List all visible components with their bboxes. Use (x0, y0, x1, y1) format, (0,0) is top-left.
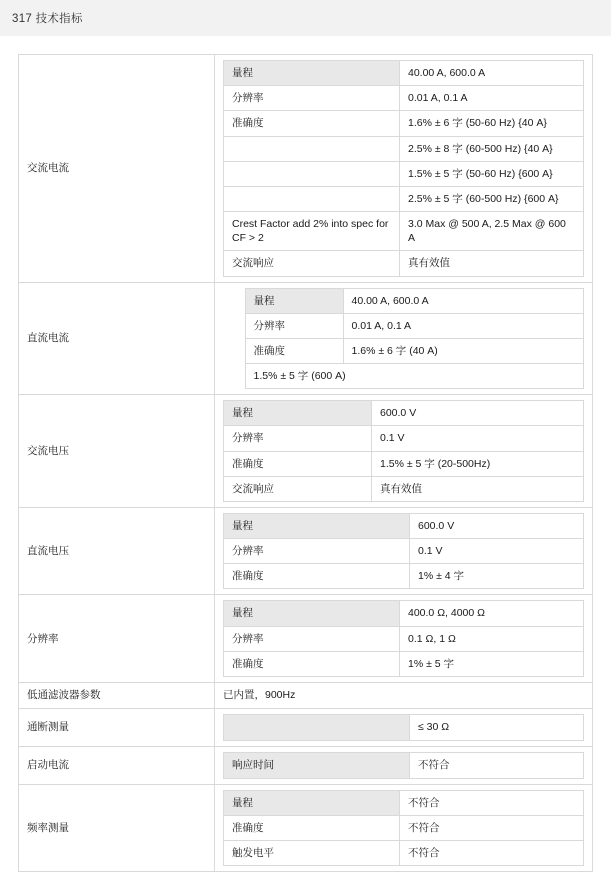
row-label: 量程 (224, 401, 372, 426)
row-value: 40.00 A, 600.0 A (343, 288, 584, 313)
spacer-cell (223, 313, 245, 338)
section-detail-cell (215, 507, 593, 595)
table-row (224, 426, 584, 451)
row-value: 1.5% ± 5 字 (50-60 Hz) {600 A} (400, 161, 584, 186)
table-row (223, 313, 584, 338)
row-value: 0.1 Ω, 1 Ω (400, 626, 584, 651)
row-value: 2.5% ± 8 字 (60-500 Hz) {40 A} (400, 136, 584, 161)
spacer-cell (223, 288, 245, 313)
row-label (224, 136, 400, 161)
table-row (224, 161, 584, 186)
row-label: 准确度 (224, 451, 372, 476)
table-row (224, 626, 584, 651)
inner-table (223, 400, 584, 502)
row-label: 分辨率 (245, 313, 343, 338)
table-row (224, 539, 584, 564)
row-label: 分辨率 (224, 426, 372, 451)
inner-table (223, 513, 584, 590)
category-label: 交流电流 (19, 55, 215, 283)
inner-table (223, 790, 584, 867)
table-row (224, 564, 584, 589)
table-row (224, 476, 584, 501)
row-value: 不符合 (400, 841, 584, 866)
row-label: 准确度 (224, 651, 400, 676)
table-row (224, 136, 584, 161)
table-row (224, 752, 584, 778)
row-value: 不符合 (400, 816, 584, 841)
inner-table (223, 600, 584, 677)
table-row (19, 55, 593, 283)
row-value: 真有效值 (372, 476, 584, 501)
inner-table (223, 752, 584, 779)
table-row (223, 288, 584, 313)
row-value: 0.1 V (372, 426, 584, 451)
category-label: 交流电压 (19, 395, 215, 508)
row-label: 分辨率 (224, 626, 400, 651)
row-label (224, 186, 400, 211)
table-row (19, 282, 593, 395)
table-row (224, 714, 584, 740)
spec-table (18, 54, 593, 872)
spacer-cell (223, 338, 245, 363)
row-label (224, 161, 400, 186)
row-value: 1% ± 5 字 (400, 651, 584, 676)
category-label: 低通滤波器参数 (19, 682, 215, 708)
row-label: 量程 (224, 513, 410, 538)
row-value: 0.1 V (410, 539, 584, 564)
table-row (19, 746, 593, 784)
table-row (224, 401, 584, 426)
table-row (224, 186, 584, 211)
table-row (224, 601, 584, 626)
row-label: 交流响应 (224, 251, 400, 276)
table-row (223, 338, 584, 363)
row-value: 不符合 (400, 790, 584, 815)
row-value: 2.5% ± 5 字 (60-500 Hz) {600 A} (400, 186, 584, 211)
row-label: 准确度 (245, 338, 343, 363)
table-row (224, 86, 584, 111)
table-row (224, 111, 584, 136)
row-value: 3.0 Max @ 500 A, 2.5 Max @ 600 A (400, 212, 584, 251)
table-row (224, 513, 584, 538)
table-row (224, 790, 584, 815)
row-label: Crest Factor add 2% into spec for CF > 2 (224, 212, 400, 251)
row-value: 600.0 V (372, 401, 584, 426)
inner-table (223, 288, 584, 390)
table-row (223, 364, 584, 389)
row-value: 400.0 Ω, 4000 Ω (400, 601, 584, 626)
row-label: 分辨率 (224, 86, 400, 111)
page-title: 317 技术指标 (12, 13, 83, 25)
row-value: 40.00 A, 600.0 A (400, 61, 584, 86)
row-label: 准确度 (224, 111, 400, 136)
category-label: 分辨率 (19, 595, 215, 683)
section-detail-cell (215, 282, 593, 395)
table-row (19, 682, 593, 708)
table-row (224, 451, 584, 476)
table-row (224, 816, 584, 841)
row-label: 量程 (224, 790, 400, 815)
table-row (224, 841, 584, 866)
row-value: 1.6% ± 6 字 (40 A) (343, 338, 584, 363)
row-value: ≤ 30 Ω (410, 714, 584, 740)
row-label: 准确度 (224, 564, 410, 589)
row-value: 1% ± 4 字 (410, 564, 584, 589)
inner-table (223, 60, 584, 277)
row-value: 1.6% ± 6 字 (50-60 Hz) {40 A} (400, 111, 584, 136)
section-detail-cell (215, 708, 593, 746)
category-label: 直流电压 (19, 507, 215, 595)
section-detail-cell (215, 55, 593, 283)
row-label: 准确度 (224, 816, 400, 841)
document-header (0, 0, 611, 36)
category-label: 直流电流 (19, 282, 215, 395)
row-label: 量程 (224, 61, 400, 86)
table-row (19, 708, 593, 746)
table-row (19, 507, 593, 595)
table-row (224, 651, 584, 676)
section-detail-cell (215, 595, 593, 683)
table-row (224, 61, 584, 86)
row-label: 分辨率 (224, 539, 410, 564)
row-value: 不符合 (410, 752, 584, 778)
row-value: 已内置，900Hz (215, 682, 593, 708)
row-value: 600.0 V (410, 513, 584, 538)
spacer-cell (223, 364, 245, 389)
row-label: 触发电平 (224, 841, 400, 866)
category-label: 频率测量 (19, 784, 215, 872)
spec-table-container (0, 36, 611, 872)
section-detail-cell (215, 395, 593, 508)
row-value: 0.01 A, 0.1 A (400, 86, 584, 111)
row-value: 1.5% ± 5 字 (20-500Hz) (372, 451, 584, 476)
row-label: 响应时间 (224, 752, 410, 778)
category-label: 通断测量 (19, 708, 215, 746)
table-row (19, 395, 593, 508)
table-row (19, 784, 593, 872)
row-value: 真有效值 (400, 251, 584, 276)
category-label: 启动电流 (19, 746, 215, 784)
row-label: 交流响应 (224, 476, 372, 501)
row-value: 0.01 A, 0.1 A (343, 313, 584, 338)
section-detail-cell (215, 784, 593, 872)
table-row (224, 212, 584, 251)
row-label (224, 714, 410, 740)
row-label: 量程 (224, 601, 400, 626)
inner-table (223, 714, 584, 741)
row-label: 量程 (245, 288, 343, 313)
table-row (224, 251, 584, 276)
table-row (19, 595, 593, 683)
section-detail-cell (215, 746, 593, 784)
row-value: 1.5% ± 5 字 (600 A) (245, 364, 584, 389)
